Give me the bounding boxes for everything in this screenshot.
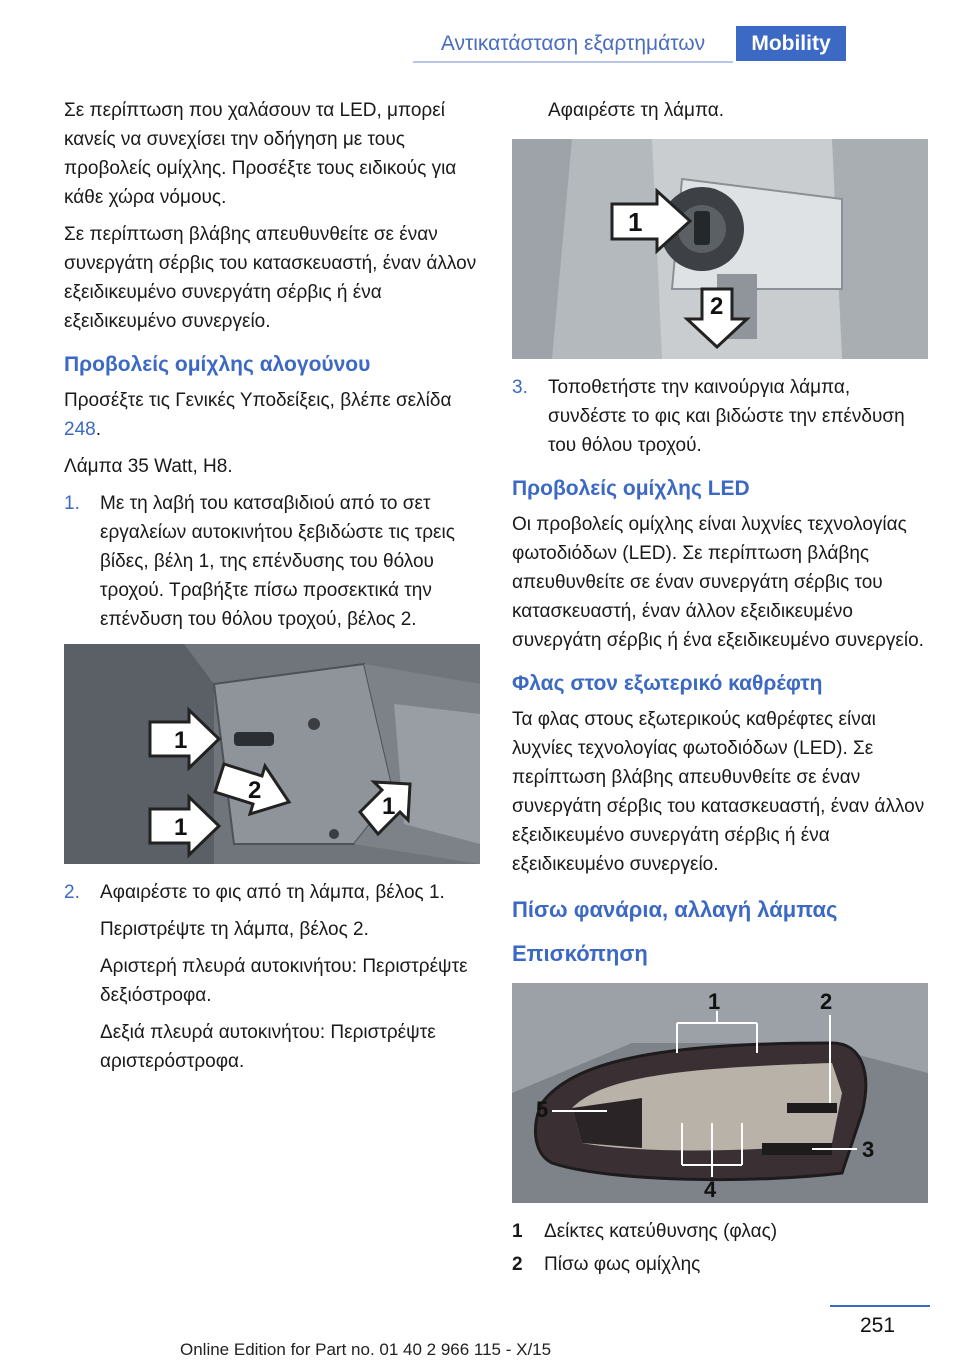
figure-label-1-bottom: 1 [174, 814, 188, 841]
figure-label-4: 4 [704, 1177, 717, 1202]
wheel-arch-figure [64, 644, 480, 864]
figure-label-1-right: 1 [382, 793, 396, 820]
heading-mirror-turn-signal: Φλας στον εξωτερικό καθρέφτη [512, 672, 823, 695]
led-fog-paragraph: Οι προβολείς ομίχλης είναι λυχνίες τεχνολογίας φωτοδιόδων (LED). Σε περίπτωση βλάβης απευθυνθείτε σε έναν συνεργάτη σέρβις του κατασκευαστή, έναν άλλον εξειδικευμένο συνεργάτη σέρβις ή ένα εξειδικευμένο συνεργείο. [512, 514, 924, 651]
step-number: 3. [512, 377, 528, 398]
right-column [512, 96, 932, 1283]
legend-text: Πίσω φως ομίχλης [544, 1254, 701, 1275]
remove-bulb-instruction: Αφαιρέστε τη λάμπα. [548, 100, 725, 121]
legend-item [512, 1250, 932, 1279]
general-notes-paragraph [64, 386, 484, 444]
chapter-tab[interactable]: Mobility [736, 26, 846, 61]
step-text: Αφαιρέστε το φις από τη λάμπα, βέλος 1. [100, 882, 445, 903]
service-paragraph: Σε περίπτωση βλάβης απευθυνθείτε σε έναν συνεργάτη σέρβις του κατασκευαστή, έναν άλλον εξειδικευμένο συνεργάτη σέρβις ή ένα εξειδικευμένο συνεργείο. [64, 224, 477, 332]
general-notes-end: . [95, 419, 101, 440]
led-failure-paragraph: Σε περίπτωση που χαλάσουν τα LED, μπορεί κανείς να συνεχίσει την οδήγηση με τους προβολείς ομίχλης. Προσέξτε τους ειδικούς για κάθε χώρα νόμους. [64, 100, 457, 208]
header-rule [413, 61, 733, 63]
step-text: Τοποθετήστε την καινούργια λάμπα, συνδέστε το φις και βιδώστε την επένδυση του θόλου τροχού. [548, 377, 905, 456]
step-2-rotate: Περιστρέψτε τη λάμπα, βέλος 2. [100, 919, 369, 940]
step-3 [512, 373, 932, 460]
heading-led-fog-lights: Προβολείς ομίχλης LED [512, 477, 750, 500]
legend-number: 1 [512, 1221, 523, 1242]
figure-label-2: 2 [248, 777, 262, 804]
section-title: Αντικατάσταση εξαρτημάτων [440, 32, 706, 55]
edition-footer: Online Edition for Part no. 01 40 2 966 115 - X/15 [180, 1340, 552, 1359]
footer-rule [830, 1305, 930, 1307]
left-column [64, 96, 484, 1084]
heading-overview: Επισκόπηση [512, 941, 648, 966]
heading-rear-lights: Πίσω φανάρια, αλλαγή λάμπας [512, 897, 838, 922]
mirror-turn-signal-paragraph: Τα φλας στους εξωτερικούς καθρέφτες είναι λυχνίες τεχνολογίας φωτοδιόδων (LED). Σε περίπτωση βλάβης απευθυνθείτε σε έναν συνεργάτη σέρβις του κατασκευαστή, έναν άλλον εξειδικευμένο συνεργάτη σέρβις ή ένα εξειδικευμένο συνεργείο. [512, 709, 925, 875]
step-number: 1. [64, 493, 80, 514]
figure-label-3: 3 [862, 1137, 875, 1162]
general-notes-text: Προσέξτε τις Γενικές Υποδείξεις, βλέπε σελίδα [64, 390, 452, 411]
heading-halogen-fog-lights: Προβολείς ομίχλης αλογούνου [64, 353, 371, 376]
bulb-spec: Λάμπα 35 Watt, H8. [64, 456, 233, 477]
step-text: Με τη λαβή του κατσαβιδιού από το σετ εργαλείων αυτοκινήτου ξεβιδώστε τις τρεις βίδες, βέλη 1, της επένδυσης του θόλου τροχού. Τραβήξτε πίσω προσεκτικά την επένδυση του θόλου τροχού, βέλος 2. [100, 493, 455, 630]
figure-label-1: 1 [708, 989, 721, 1014]
fog-bulb-figure [512, 139, 928, 359]
figure-label-2: 1 [628, 207, 643, 237]
figure-label-2: 2 [820, 989, 833, 1014]
figure-label-5: 5 [536, 1097, 549, 1122]
page-number: 251 [860, 1314, 896, 1337]
step-1 [64, 489, 484, 634]
step-2 [64, 878, 484, 907]
legend-number: 2 [512, 1254, 523, 1275]
legend-item [512, 1217, 932, 1246]
figure-label-1-top: 1 [174, 727, 188, 754]
step-2-right-side: Δεξιά πλευρά αυτοκινήτου: Περιστρέψτε αριστερόστροφα. [100, 1022, 436, 1072]
step-number: 2. [64, 882, 80, 903]
figure-label-1: 2 [710, 293, 724, 320]
rear-light-figure [512, 983, 928, 1203]
step-2-left-side: Αριστερή πλευρά αυτοκινήτου: Περιστρέψτε δεξιόστροφα. [100, 956, 468, 1006]
legend-text: Δείκτες κατεύθυνσης (φλας) [544, 1221, 778, 1242]
page-link-248[interactable]: 248 [64, 419, 96, 440]
